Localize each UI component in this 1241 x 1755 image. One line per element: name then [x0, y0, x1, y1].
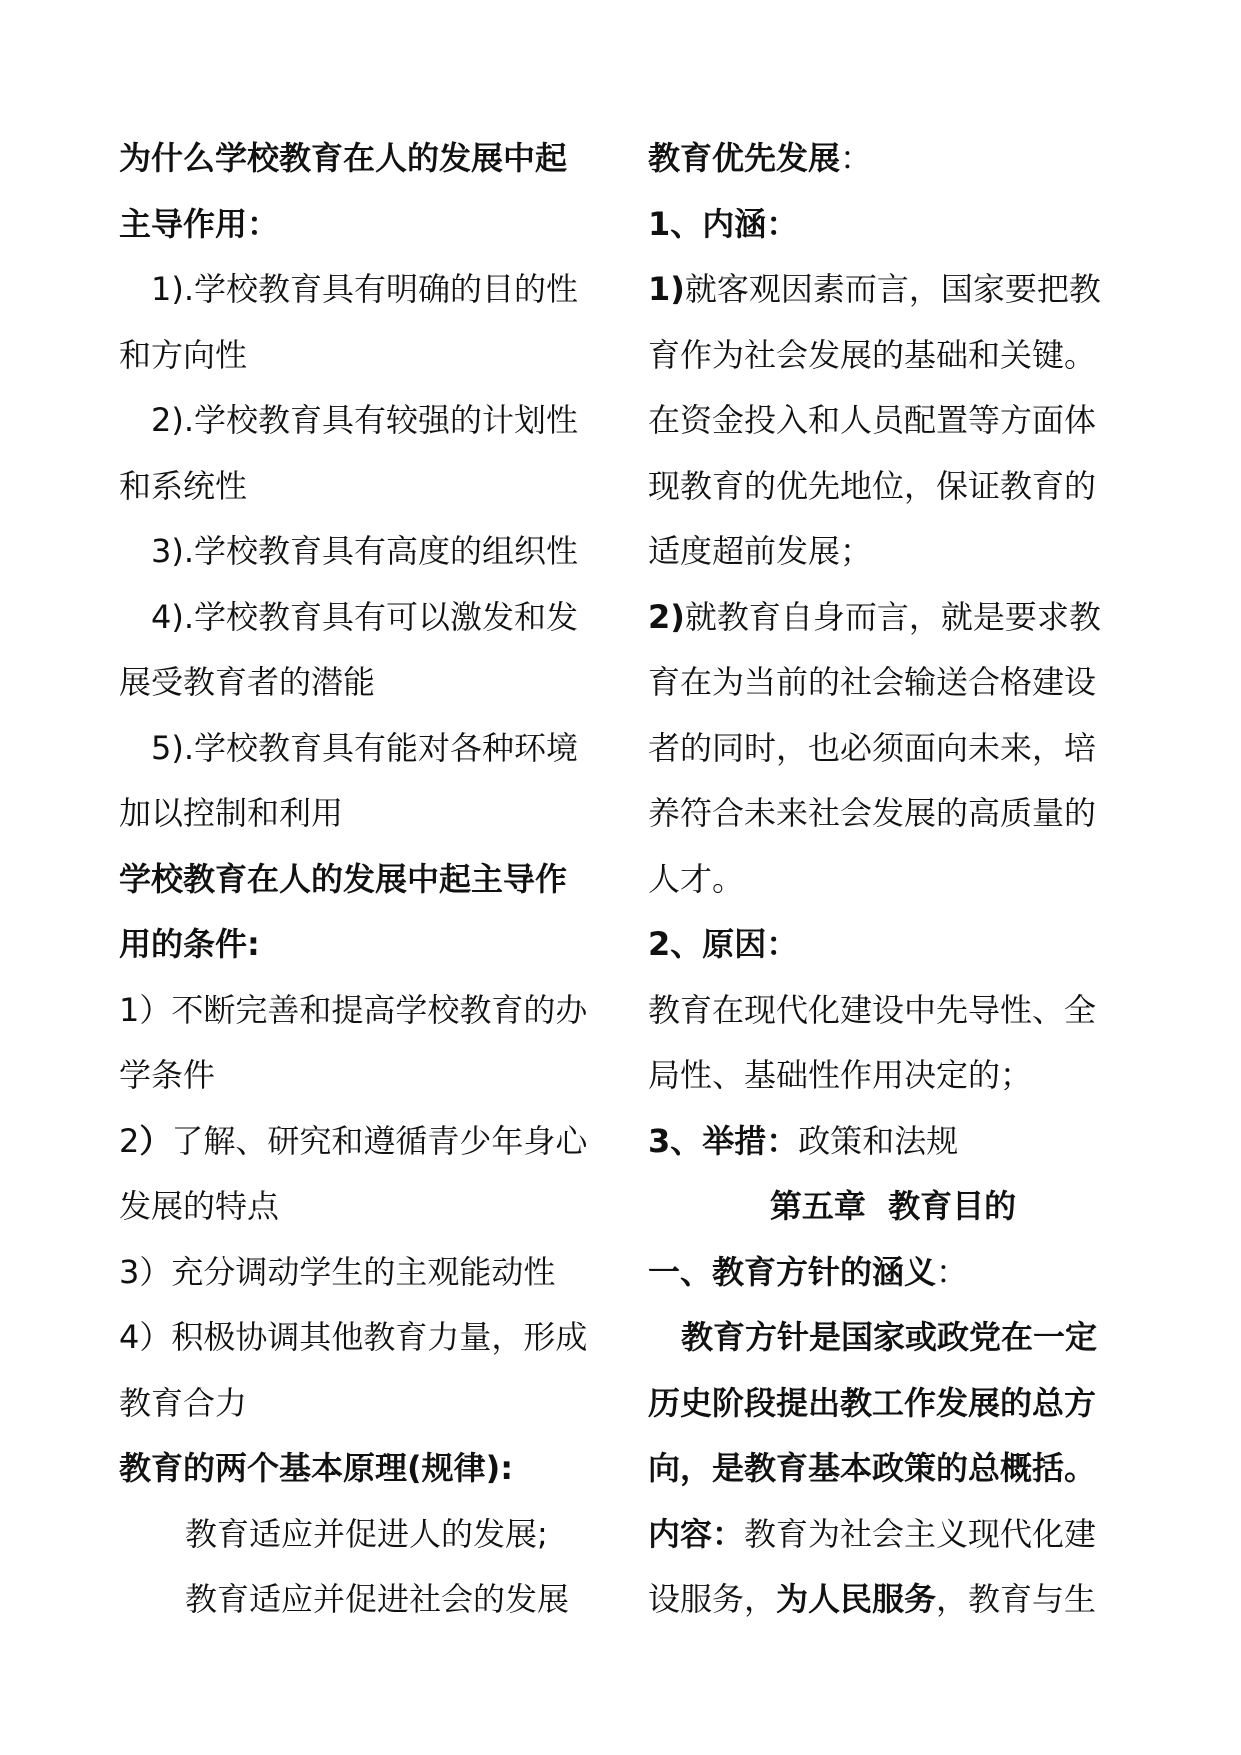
condition-2-paren: ） [139, 1121, 172, 1160]
condition-4: 4）积极协调其他教育力量，形成 [119, 1318, 588, 1356]
connotation-point-2-text: 就教育自身而言，就是要求教 [684, 597, 1101, 636]
heading-two-principles: 教育的两个基本原理(规律): [119, 1449, 514, 1487]
policy-definition-cont: 历史阶段提出教工作发展的总方 [648, 1383, 1097, 1422]
left-column [119, 126, 609, 1633]
condition-2-text: 了解、研究和遵循青少年身心 [171, 1121, 588, 1160]
connotation-point-1-text: 就客观因素而言，国家要把教 [684, 270, 1101, 308]
connotation-point-2-line-4: 养符合未来社会发展的高质量的 [648, 794, 1097, 832]
heading-conditions-cont: 用的条件: [119, 925, 260, 963]
education-priority-title: 教育优先发展 [648, 139, 841, 177]
condition-4-cont: 教育合力 [119, 1383, 248, 1422]
connotation-point-2-line-5: 人才。 [648, 859, 745, 898]
connotation-point-1-line-2: 育作为社会发展的基础和关键。 [648, 335, 1097, 374]
policy-content-cont [648, 1567, 1138, 1633]
condition-1-cont: 学条件 [119, 1056, 216, 1094]
section-reason-heading: 2、原因： [648, 925, 799, 963]
section-policy-meaning-colon: ： [936, 1252, 969, 1291]
heading-why-school-education: 为什么学校教育在人的发展中起 [119, 139, 568, 177]
section-measures-text: 政策和法规 [798, 1121, 959, 1160]
reason-1-cont: 和方向性 [119, 335, 248, 374]
connotation-point-1-line-4: 现教育的优先地位，保证教育的 [648, 466, 1097, 505]
principle-2: 教育适应并促进社会的发展 [185, 1580, 570, 1618]
heading-education-priority [648, 126, 1138, 192]
reason-3: 3).学校教育具有高度的组织性 [151, 532, 579, 570]
policy-content-label: 内容： [648, 1514, 745, 1553]
condition-1: 1）不断完善和提高学校教育的办 [119, 990, 588, 1029]
connotation-point-2-line-3: 者的同时，也必须面向未来，培 [648, 728, 1097, 767]
section-connotation-heading: 1、内涵： [648, 204, 799, 243]
section-measures [648, 1109, 1138, 1175]
connotation-point-1-number: 1) [648, 270, 685, 308]
condition-2-cont: 发展的特点 [119, 1187, 280, 1225]
reason-4-cont: 展受教育者的潜能 [119, 663, 376, 701]
reason-4: 4).学校教育具有可以激发和发 [151, 597, 579, 636]
policy-content-part-b: 为人民服务 [776, 1580, 937, 1618]
right-column [648, 126, 1138, 1633]
connotation-point-2 [648, 585, 1138, 651]
education-priority-colon: ： [840, 139, 873, 177]
chapter-title: 第五章 教育目的 [769, 1187, 1017, 1225]
policy-content-part-a: 设服务， [648, 1580, 777, 1618]
section-policy-meaning [648, 1240, 1138, 1306]
policy-definition-cont-2: 向，是教育基本政策的总概括。 [648, 1449, 1097, 1487]
heading-conditions: 学校教育在人的发展中起主导作 [119, 859, 568, 898]
reason-2-cont: 和系统性 [119, 466, 248, 505]
condition-3: 3）充分调动学生的主观能动性 [119, 1252, 556, 1291]
connotation-point-1-line-5: 适度超前发展； [648, 532, 873, 570]
reason-2: 2).学校教育具有较强的计划性 [151, 401, 579, 439]
policy-content [648, 1502, 1138, 1568]
connotation-point-2-number: 2) [648, 597, 685, 636]
connotation-point-1-line-3: 在资金投入和人员配置等方面体 [648, 401, 1097, 439]
policy-content-text: 教育为社会主义现代化建 [744, 1514, 1097, 1553]
policy-definition: 教育方针是国家或政党在一定 [681, 1318, 1098, 1356]
reason-1: 1).学校教育具有明确的目的性 [151, 270, 579, 308]
policy-content-part-c: ，教育与生 [936, 1580, 1097, 1618]
connotation-point-2-line-2: 育在为当前的社会输送合格建设 [648, 663, 1097, 701]
reason-text-cont: 局性、基础性作用决定的； [648, 1056, 1033, 1094]
connotation-point-1 [648, 257, 1138, 323]
section-measures-heading: 3、举措： [648, 1121, 799, 1160]
reason-5: 5).学校教育具有能对各种环境 [151, 728, 579, 767]
reason-5-cont: 加以控制和利用 [119, 794, 344, 832]
reason-text: 教育在现代化建设中先导性、全 [648, 990, 1097, 1029]
condition-2-number: 2 [119, 1121, 140, 1160]
condition-2 [119, 1109, 609, 1175]
section-policy-meaning-heading: 一、教育方针的涵义 [648, 1252, 937, 1291]
heading-why-school-education-cont: 主导作用： [119, 204, 280, 243]
principle-1: 教育适应并促进人的发展; [185, 1514, 548, 1553]
